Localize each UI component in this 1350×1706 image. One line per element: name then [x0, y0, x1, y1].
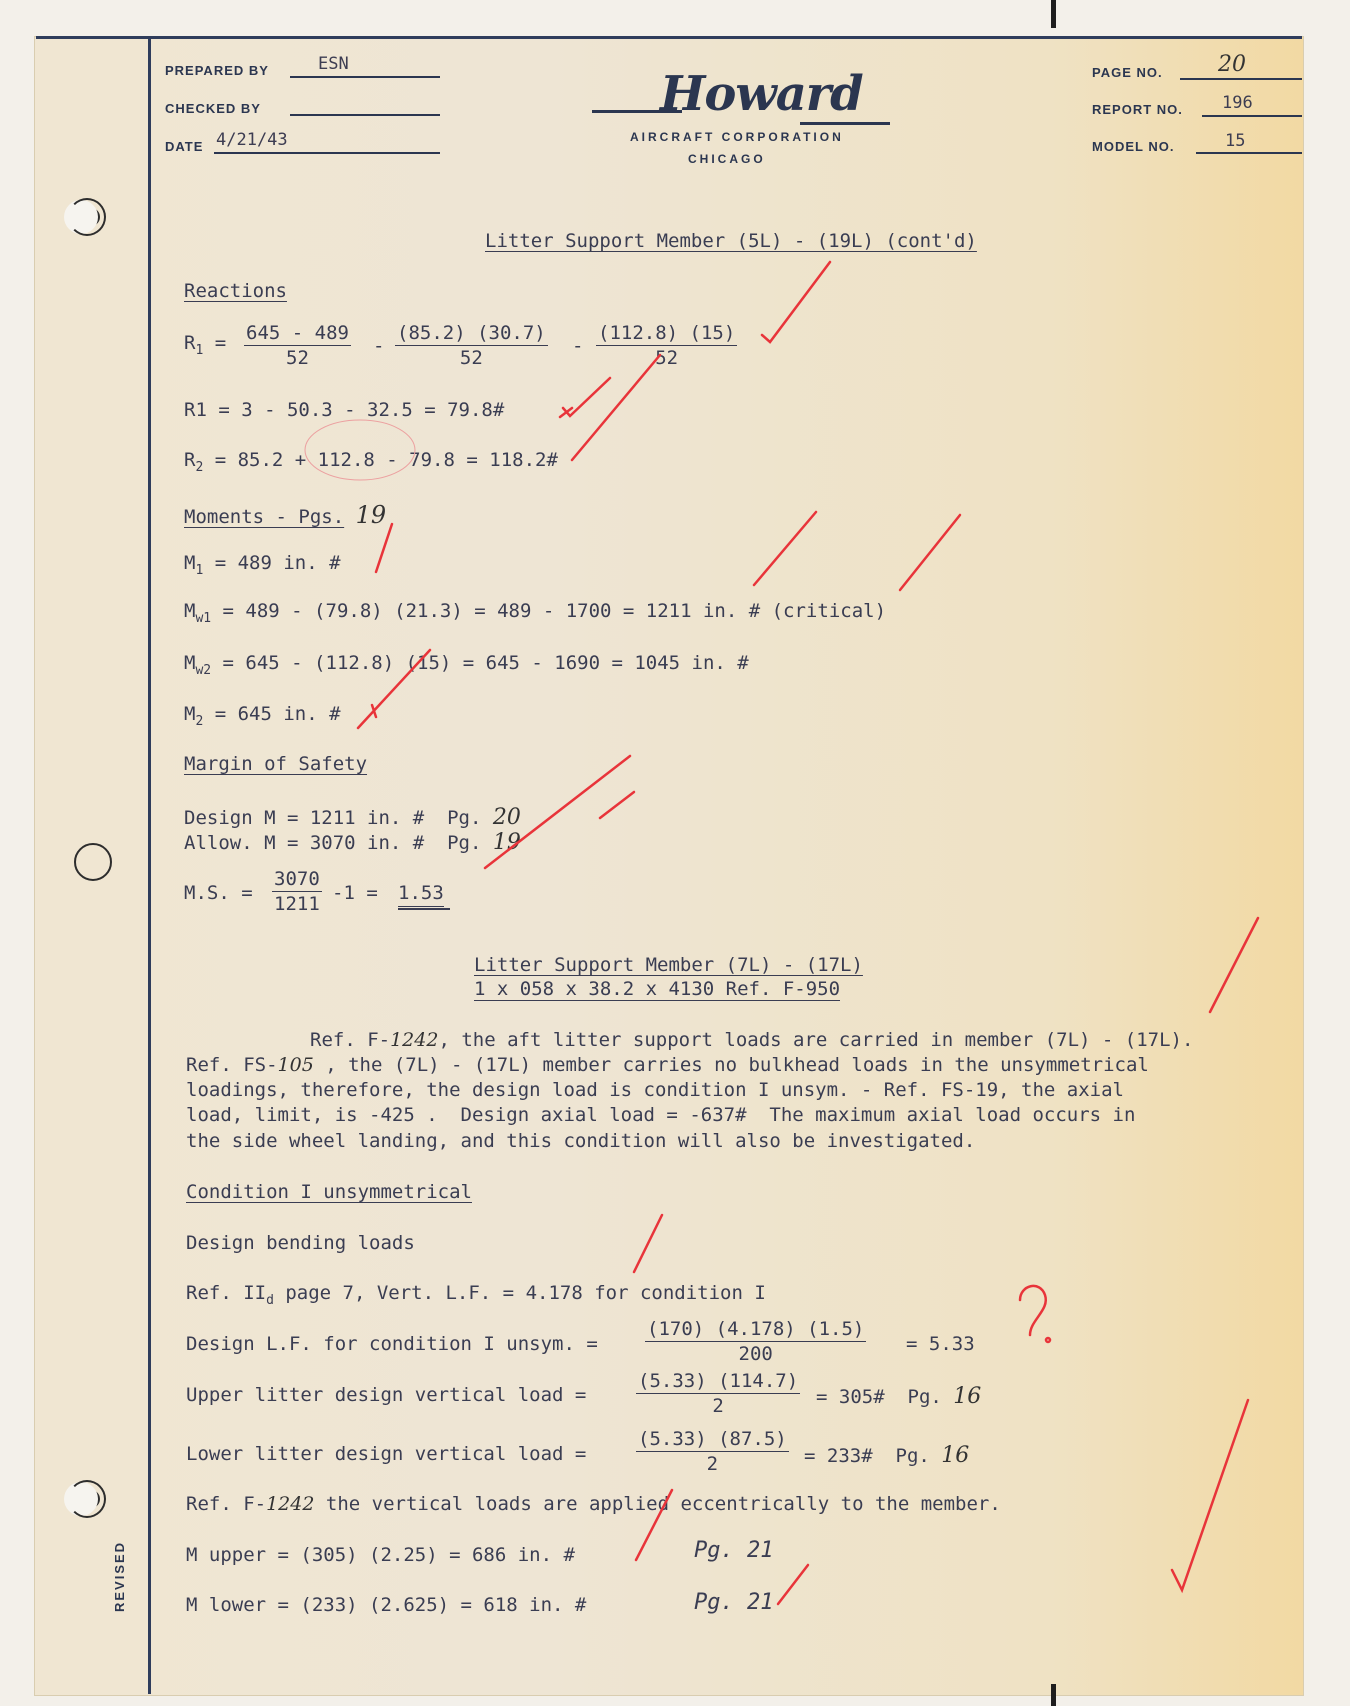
check-mark-1 — [762, 262, 830, 342]
r1-equation-lhs: $R_1$ = — [184, 332, 227, 358]
slash-mark-1 — [572, 355, 660, 460]
checked-by-label: CHECKED BY — [165, 101, 261, 116]
ms-lhs: M.S. = — [184, 882, 253, 904]
condition-heading: Condition I unsymmetrical — [186, 1181, 472, 1203]
upper-load-rhs: = 305# Pg. 16 — [816, 1384, 982, 1409]
section1-title: Litter Support Member (5L) - (19L) (cont'd) — [485, 230, 977, 252]
slash-mark-3 — [754, 512, 816, 585]
section2-subtitle: 1 x 058 x 38.2 x 4130 Ref. F-950 — [474, 978, 841, 1000]
design-lf-fraction: $\frac{(170) (4.178) (1.5)}{200}$ — [647, 1318, 865, 1365]
company-logo: Howard — [660, 66, 863, 122]
upper-load-fraction: $\frac{(5.33) (114.7)}{2}$ — [638, 1370, 799, 1417]
lower-load-lhs: Lower litter design vertical load = — [186, 1443, 587, 1465]
paragraph-line-3: loadings, therefore, the design load is condition I unsym. - Ref. FS-19, the axial — [186, 1079, 1124, 1101]
question-mark — [1020, 1286, 1046, 1335]
lower-load-rhs: = 233# Pg. 16 — [804, 1443, 970, 1468]
faint-pencil-circle — [305, 420, 415, 480]
ms-rhs: -1 = — [332, 882, 378, 904]
paragraph-line-4: load, limit, is -425 . Design axial load = -637# The maximum axial load occurs in — [186, 1104, 1136, 1126]
design-lf-rhs: = 5.33 — [906, 1333, 975, 1355]
r1-result: R1 = 3 - 50.3 - 32.5 = 79.8# — [184, 399, 505, 421]
slash-mark-12 — [778, 1565, 808, 1604]
report-label: REPORT NO. — [1092, 102, 1183, 117]
design-lf-lhs: Design L.F. for condition I unsym. = — [186, 1333, 598, 1355]
slash-mark-8 — [600, 792, 634, 818]
m-lower-page: Pg. 21 — [694, 1590, 774, 1615]
m1-line: $M_1 = 489$ in. # — [184, 552, 341, 578]
allow-moment-line: Allow. M = 3070 in. # Pg. 19 — [184, 830, 521, 855]
bending-heading: Design bending loads — [186, 1232, 415, 1254]
check-mark-tall — [1172, 1400, 1248, 1590]
r1-fraction-2: $\frac{(85.2) (30.7)}{52}$ — [397, 322, 546, 369]
ms-value: 1.53 — [398, 882, 444, 907]
margin-heading: Margin of Safety — [184, 753, 368, 775]
slash-mark-5 — [358, 650, 430, 728]
r1-minus-2: - — [572, 335, 584, 357]
r1-fraction-1: $\frac{645 - 489}{52}$ — [246, 322, 349, 369]
moments-heading: Moments - Pgs. 19 — [184, 501, 387, 529]
company-city: CHICAGO — [688, 152, 766, 166]
reactions-heading: Reactions — [184, 280, 287, 302]
m-lower-line: M lower = (233) (2.625) = 618 in. # — [186, 1594, 587, 1616]
company-line: AIRCRAFT CORPORATION — [630, 130, 844, 144]
m-upper-line: M upper = (305) (2.25) = 686 in. # — [186, 1544, 575, 1566]
date-value: 4/21/43 — [216, 130, 288, 150]
m-upper-page: Pg. 21 — [694, 1538, 774, 1563]
r1-minus-1: - — [373, 335, 385, 357]
slash-mark-2 — [376, 524, 392, 572]
section2-title: Litter Support Member (7L) - (17L) — [474, 954, 863, 976]
ms-fraction: $\frac{3070}{1211}$ — [274, 868, 320, 915]
date-label: DATE — [165, 139, 204, 154]
slash-mark-10 — [634, 1215, 662, 1272]
report-value: 196 — [1222, 93, 1253, 113]
ref-ii-line: Ref. $II_d$ page 7, Vert. L.F. = 4.178 for condition I — [186, 1282, 766, 1308]
slash-mark-4 — [900, 515, 960, 590]
slash-mark-11 — [636, 1490, 672, 1560]
r1-fraction-3: $\frac{(112.8) (15)}{52}$ — [598, 322, 736, 369]
upper-load-lhs: Upper litter design vertical load = — [186, 1384, 587, 1406]
question-dot — [1046, 1338, 1050, 1342]
prepared-by-label: PREPARED BY — [165, 63, 269, 78]
slash-mark-9 — [1210, 918, 1258, 1012]
design-moment-line: Design M = 1211 in. # Pg. 20 — [184, 805, 521, 830]
page-value: 20 — [1218, 52, 1246, 77]
model-label: MODEL NO. — [1092, 139, 1175, 154]
mw1-line: $M_{w1} = 489 - (79.8) (21.3) = 489 - 1700 = 1211$ in. # (critical) — [184, 600, 887, 626]
paragraph-line-5: the side wheel landing, and this condition will also be investigated. — [186, 1130, 976, 1152]
mw2-line: $M_{w2} = 645 - (112.8) (15) = 645 - 1690 = 1045$ in. # — [184, 652, 749, 678]
eccentric-line: Ref. F-1242 the vertical loads are applied eccentrically to the member. — [186, 1493, 1001, 1515]
r2-result: $R_2 = 85.2 + 112.8 - 79.8$ = 118.2# — [184, 449, 558, 475]
prepared-by-value: ESN — [318, 54, 349, 74]
lower-load-fraction: $\frac{(5.33) (87.5)}{2}$ — [638, 1428, 787, 1475]
m2-line: $M_2 = 645$ in. # — [184, 703, 341, 729]
revised-label: REVISED — [112, 1540, 127, 1612]
model-value: 15 — [1225, 131, 1246, 151]
page-label: PAGE NO. — [1092, 65, 1163, 80]
paragraph-line-1: Ref. F-1242, the aft litter support loads are carried in member (7L) - (17L). — [310, 1029, 1194, 1051]
paragraph-line-2: Ref. FS-105 , the (7L) - (17L) member carries no bulkhead loads in the unsymmetrical — [186, 1054, 1149, 1076]
